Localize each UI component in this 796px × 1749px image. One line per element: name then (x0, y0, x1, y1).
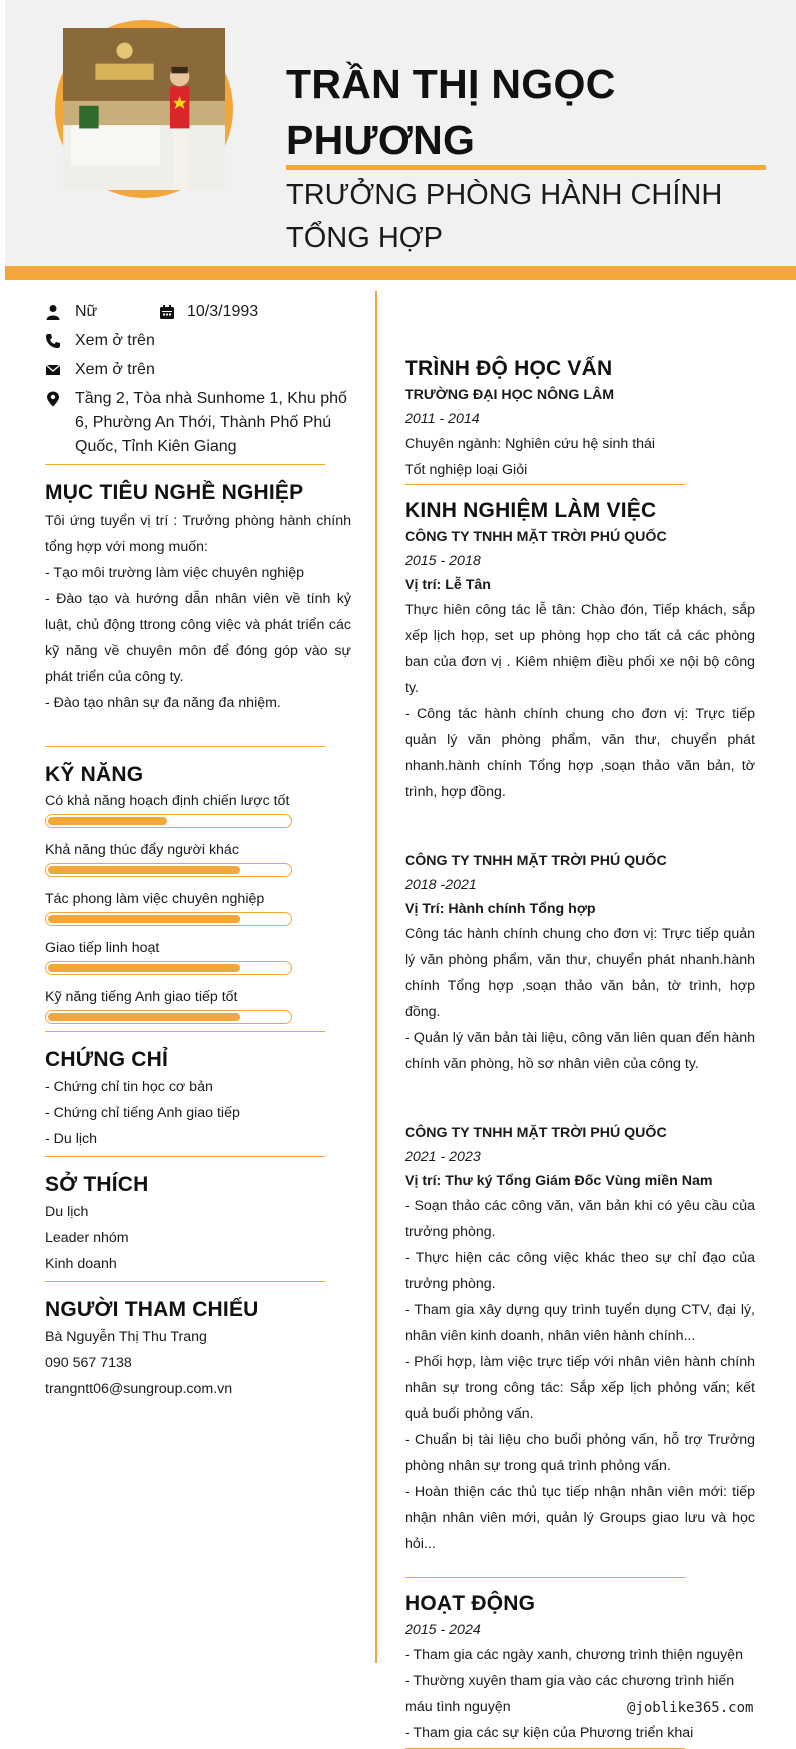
education-major: Chuyên ngành: Nghiên cứu hệ sinh thái (405, 436, 656, 452)
job-date: 2018 -2021 (405, 877, 477, 893)
section-divider (45, 1156, 325, 1157)
objective-line: Tôi ứng tuyển vị trí : Trưởng phòng hành chính tổng hợp với mong muốn: (45, 513, 351, 555)
job-company: CÔNG TY TNHH MẶT TRỜI PHÚ QUỐC (405, 853, 667, 869)
skill-name: Có khả năng hoạch định chiến lược tốt (45, 793, 290, 809)
reference-email: trangntt06@sungroup.com.vn (45, 1381, 233, 1397)
watermark: @joblike365.com (627, 1700, 754, 1716)
list-item: - Tham gia các sự kiện của Phương triển khai (405, 1725, 694, 1741)
job-company: CÔNG TY TNHH MẶT TRỜI PHÚ QUỐC (405, 1125, 667, 1141)
list-item: - Chứng chỉ tiếng Anh giao tiếp (45, 1105, 240, 1121)
references-list (45, 1324, 351, 1402)
hobbies-list (45, 1199, 351, 1277)
job-position: Vị trí: Lễ Tân (405, 577, 491, 593)
phone-icon (45, 329, 75, 349)
section-divider (45, 746, 325, 747)
activities-list (405, 1642, 755, 1746)
phone-value: Xem ở trên (75, 332, 155, 349)
phone-row (45, 329, 351, 353)
email-value: Xem ở trên (75, 361, 155, 378)
reference-phone: 090 567 7138 (45, 1355, 132, 1371)
job-date: 2015 - 2018 (405, 553, 481, 569)
activities-heading: HOẠT ĐỘNG (405, 1592, 536, 1615)
section-divider (45, 1031, 325, 1032)
education-grade: Tốt nghiệp loại Giỏi (405, 462, 528, 478)
skill-bar-fill (48, 1013, 240, 1021)
section-divider (405, 484, 685, 485)
job-line: Thực hiên công tác lễ tân: Chào đón, Tiếp khách, sắp xếp lịch họp, set up phòng họp cho tất cả các phòng ban của đơn vị . Kiêm nhiệm điều phối xe nội bộ công ty. (405, 602, 755, 696)
reference-name: Bà Nguyễn Thị Thu Trang (45, 1329, 207, 1345)
gender-value: Nữ (75, 303, 98, 320)
job-line: - Tham gia xây dựng quy trình tuyển dụng CTV, đại lý, nhân viên kinh doanh, nhân viên hành chính... (405, 1302, 755, 1344)
dob-value: 10/3/1993 (187, 303, 259, 320)
name-underline (286, 165, 766, 170)
certificates-list (45, 1074, 351, 1152)
section-divider (45, 1281, 325, 1282)
job-line: - Công tác hành chính chung cho đơn vị: Trực tiếp quản lý văn phòng phẩm, văn thư, chuyển phát nhanh.hành chính Tổng hợp ,soạn thảo văn bản, tờ trình, hợp đồng. (405, 706, 755, 800)
job-line: - Thực hiện các công việc khác theo sự chỉ đạo của trưởng phòng. (405, 1250, 755, 1292)
calendar-icon (159, 300, 187, 320)
skill-bar (45, 961, 292, 975)
skill-bar (45, 814, 292, 828)
job-description (405, 1193, 755, 1557)
address-row (45, 387, 351, 459)
email-row (45, 358, 351, 382)
header-accent-bar (5, 266, 796, 280)
job-position: Vị trí: Thư ký Tổng Giám Đốc Vùng miền Nam (405, 1173, 713, 1189)
candidate-name: TRẦN THỊ NGỌC PHƯƠNG (286, 61, 616, 163)
skill-bar (45, 1010, 292, 1024)
job-entry (405, 849, 755, 1077)
education-date: 2011 - 2014 (405, 411, 480, 427)
job-line: - Chuẩn bị tài liệu cho buổi phỏng vấn, hỗ trợ Trưởng phòng nhân sự trong quá trình phỏng vấn. (405, 1432, 755, 1474)
profile-photo (63, 28, 225, 190)
list-item: - Du lịch (45, 1131, 98, 1147)
job-description (405, 921, 755, 1077)
skill-bar-fill (48, 964, 240, 972)
section-divider (405, 1577, 685, 1578)
list-item: Du lịch (45, 1204, 89, 1220)
job-company: CÔNG TY TNHH MẶT TRỜI PHÚ QUỐC (405, 529, 667, 545)
certificates-heading: CHỨNG CHỈ (45, 1048, 169, 1071)
job-description (405, 597, 755, 805)
list-item: - Tham gia các ngày xanh, chương trình thiện nguyện (405, 1647, 743, 1663)
skill-bar (45, 912, 292, 926)
skill-bar (45, 863, 292, 877)
job-line: Công tác hành chính chung cho đơn vị: Trực tiếp quản lý văn phòng phẩm, văn thư, chuyển phát nhanh.hành chính Tổng hợp ,soạn thảo văn bản, tờ trình, hợp đồng. (405, 926, 755, 1020)
objective-line: - Đào tạo nhân sự đa năng đa nhiệm. (45, 695, 281, 711)
objective-line: - Tạo môi trường làm việc chuyên nghiệp (45, 565, 305, 581)
job-title: TRƯỞNG PHÒNG HÀNH CHÍNH TỔNG HỢP (286, 179, 723, 254)
experience-heading: KINH NGHIỆM LÀM VIỆC (405, 499, 657, 522)
gender-dob-row (45, 300, 351, 324)
job-line: - Quản lý văn bản tài liệu, công văn liên quan đến hành chính văn phòng, hồ sơ nhân viên của công ty. (405, 1030, 755, 1072)
skills-list (45, 791, 351, 1024)
right-column (405, 355, 755, 1749)
address-value: Tầng 2, Tòa nhà Sunhome 1, Khu phố 6, Phường An Thới, Thành Phố Phú Quốc, Tỉnh Kiên Giang (75, 390, 347, 455)
envelope-icon (45, 358, 75, 378)
list-item: Leader nhóm (45, 1230, 129, 1246)
list-item: - Thường xuyên tham gia vào các chương trình hiến máu tình nguyện (405, 1673, 735, 1715)
school-name: TRƯỜNG ĐẠI HỌC NÔNG LÂM (405, 387, 615, 403)
education-heading: TRÌNH ĐỘ HỌC VẤN (405, 357, 613, 380)
section-divider (45, 464, 325, 465)
references-heading: NGƯỜI THAM CHIẾU (45, 1298, 259, 1321)
job-line: - Hoàn thiện các thủ tục tiếp nhận nhân viên mới: tiếp nhận nhân viên mới, quản lý Groups giao lưu và học hỏi... (405, 1484, 755, 1552)
list-item: - Chứng chỉ tin học cơ bản (45, 1079, 213, 1095)
location-pin-icon (45, 387, 75, 407)
objective-text (45, 508, 351, 716)
skill-name: Tác phong làm việc chuyên nghiệp (45, 891, 265, 907)
activities-date: 2015 - 2024 (405, 1622, 481, 1638)
list-item: Kinh doanh (45, 1256, 117, 1272)
skill-bar-fill (48, 817, 167, 825)
skills-heading: KỸ NĂNG (45, 763, 144, 786)
skill-bar-fill (48, 866, 240, 874)
skill-name: Kỹ năng tiếng Anh giao tiếp tốt (45, 989, 238, 1005)
objective-line: - Đào tạo và hướng dẫn nhân viên về tính kỷ luật, chủ động ttrong công việc và phát triển các kỹ năng về chuyên môn để đóng góp vào sự phát triển của công ty. (45, 591, 351, 685)
skill-name: Khả năng thúc đẩy người khác (45, 842, 239, 858)
job-date: 2021 - 2023 (405, 1149, 481, 1165)
job-entry (405, 1121, 755, 1557)
job-line: - Soạn thảo các công văn, văn bản khi có yêu cầu của trưởng phòng. (405, 1198, 755, 1240)
job-entry (405, 525, 755, 805)
column-divider (375, 291, 377, 1663)
job-position: Vị Trí: Hành chính Tổng hợp (405, 901, 596, 917)
avatar (55, 20, 233, 198)
objective-heading: MỤC TIÊU NGHỀ NGHIỆP (45, 481, 304, 504)
hobbies-heading: SỞ THÍCH (45, 1173, 149, 1196)
left-column (45, 300, 351, 1402)
skill-bar-fill (48, 915, 240, 923)
job-line: - Phối hợp, làm việc trực tiếp với nhân viên hành chính nhân sự trong công tác: Sắp xếp lịch phỏng vấn; kết quả buổi phỏng vấn. (405, 1354, 755, 1422)
skill-name: Giao tiếp linh hoạt (45, 940, 160, 956)
user-icon (45, 300, 75, 320)
